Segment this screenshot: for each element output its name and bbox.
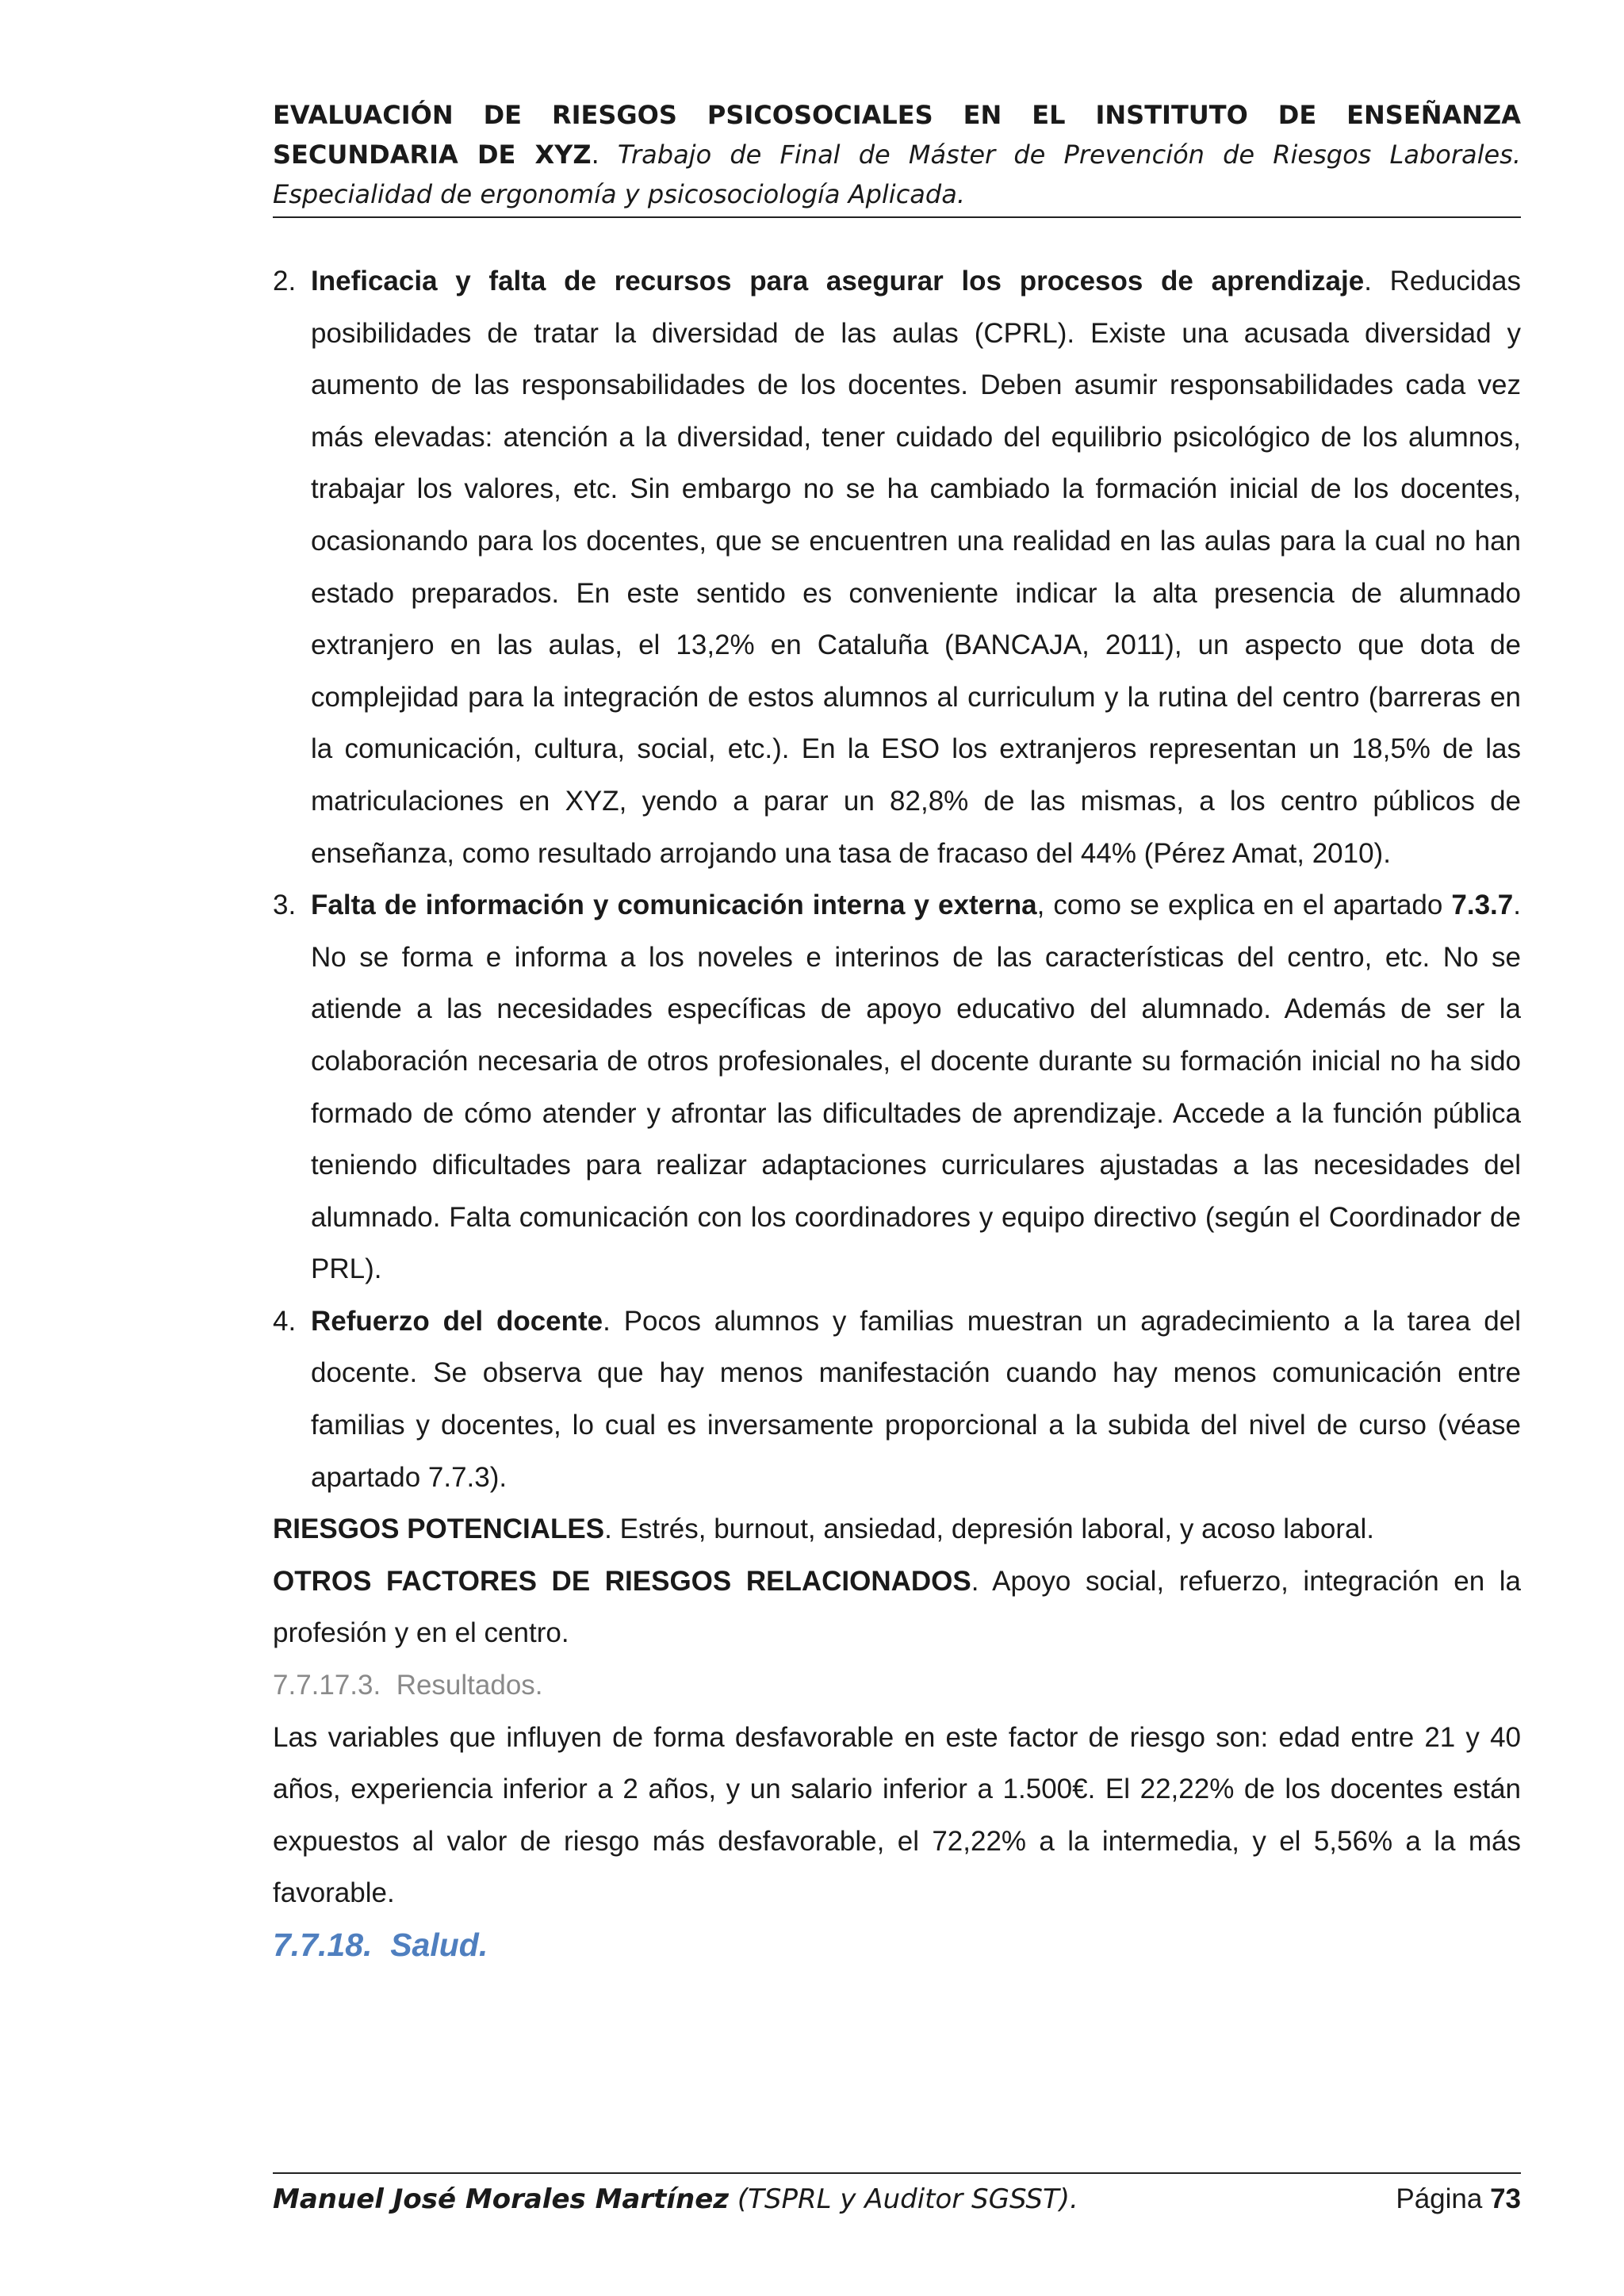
list-item bbox=[273, 1295, 1521, 1503]
risk-factor-list bbox=[273, 255, 1521, 1503]
header-divider bbox=[273, 216, 1521, 218]
potential-risks-label: RIESGOS POTENCIALES bbox=[273, 1513, 605, 1545]
author-name: Manuel José Morales Martínez bbox=[273, 2183, 730, 2215]
subsection-title: Resultados. bbox=[396, 1670, 543, 1701]
page-header bbox=[273, 95, 1521, 214]
related-factors-label: OTROS FACTORES DE RIESGOS RELACIONADOS bbox=[273, 1565, 971, 1597]
list-item-text: . No se forma e informa a los noveles e interinos de las características del centro, etc. No se atiende a las necesidades específicas de apoyo educativo del alumnado. Además de ser la colaboración necesaria de otros profesionales, el docente durante su formación inicial no ha sido formado de cómo atender y afrontar las dificultades de aprendizaje. Accede a la función pública teniendo dificultades para realizar adaptaciones curriculares ajustadas a las necesidades del alumnado. Falta comunicación con los coordinadores y equipo directivo (según el Coordinador de PRL). bbox=[311, 890, 1521, 1285]
section-heading bbox=[273, 1919, 1521, 1972]
subsection-number: 7.7.17.3. bbox=[273, 1670, 381, 1701]
potential-risks-text: . Estrés, burnout, ansiedad, depresión laboral, y acoso laboral. bbox=[604, 1513, 1374, 1545]
list-item-text: , como se explica en el apartado bbox=[1036, 890, 1452, 921]
list-item bbox=[273, 879, 1521, 1295]
list-item-text: . Reducidas posibilidades de tratar la diversidad de las aulas (CPRL). Existe una acusada diversidad y aumento de las responsabilidades de los docentes. Deben asumir responsabilidades cada vez más elevadas: atención a la diversidad, tener cuidado del equilibrio psicológico de los alumnos, trabajar los valores, etc. Sin embargo no se ha cambiado la formación inicial de los docentes, ocasionando para los docentes, que se encuentren una realidad en las aulas para la cual no han estado preparados. En este sentido es conveniente indicar la alta presencia de alumnado extranjero en las aulas, el 13,2% en Cataluña (BANCAJA, 2011), un aspecto que dota de complejidad para la integración de estos alumnos al curriculum y la rutina del centro (barreras en la comunicación, cultura, social, etc.). En la ESO los extranjeros representan un 18,5% de las matriculaciones en XYZ, yendo a parar un 82,8% de las mismas, a los centro públicos de enseñanza, como resultado arrojando una tasa de fracaso del 44% (Pérez Amat, 2010). bbox=[311, 266, 1522, 869]
page-body bbox=[273, 255, 1521, 1972]
header-subtitle: Trabajo de Final de Máster de Prevención de Riesgos Laborales. Especialidad de ergonomía y psicosociología Aplicada. bbox=[273, 140, 1522, 209]
list-item-number: 3. bbox=[273, 890, 297, 921]
list-item bbox=[273, 255, 1521, 879]
section-number: 7.7.18. bbox=[273, 1927, 373, 1963]
results-paragraph: Las variables que influyen de forma desfavorable en este factor de riesgo son: edad entre 21 y 40 años, experiencia inferior a 2 años, y un salario inferior a 1.500€. El 22,22% de los docentes están expuestos al valor de riesgo más desfavorable, el 72,22% a la intermedia, y el 5,56% a la más favorable. bbox=[273, 1721, 1521, 1909]
section-title: Salud. bbox=[390, 1927, 488, 1963]
footer-divider bbox=[273, 2172, 1521, 2174]
document-page bbox=[273, 0, 1521, 2296]
page-footer bbox=[273, 2177, 1521, 2221]
footer-author bbox=[273, 2177, 1078, 2221]
page-number-value: 73 bbox=[1490, 2183, 1521, 2214]
list-item-title: Falta de información y comunicación interna y externa bbox=[311, 890, 1037, 921]
list-item-title: Refuerzo del docente bbox=[311, 1305, 603, 1337]
potential-risks-paragraph bbox=[273, 1503, 1521, 1556]
list-item-title: Ineficacia y falta de recursos para asegurar los procesos de aprendizaje bbox=[311, 266, 1365, 297]
page-label: Página bbox=[1396, 2183, 1491, 2214]
related-factors-text: . Apoyo social, refuerzo, integración en la profesión y en el centro. bbox=[273, 1565, 1522, 1649]
related-factors-paragraph bbox=[273, 1556, 1521, 1659]
list-item-text: . Pocos alumnos y familias muestran un agradecimiento a la tarea del docente. Se observa que hay menos manifestación cuando hay menos comunicación entre familias y docentes, lo cual es inversamente proporcional a la subida del nivel de curso (véase apartado 7.7.3). bbox=[311, 1305, 1521, 1493]
subsection-heading bbox=[273, 1659, 1521, 1712]
list-item-number: 4. bbox=[273, 1305, 297, 1337]
list-item-number: 2. bbox=[273, 266, 297, 297]
header-separator: . bbox=[591, 140, 618, 170]
author-role: (TSPRL y Auditor SGSST). bbox=[729, 2183, 1078, 2215]
section-reference: 7.3.7 bbox=[1451, 890, 1514, 921]
header-title: EVALUACIÓN DE RIESGOS PSICOSOCIALES EN EL INSTITUTO DE ENSEÑANZA SECUNDARIA DE XYZ bbox=[273, 100, 1521, 170]
page-number bbox=[1396, 2177, 1521, 2221]
